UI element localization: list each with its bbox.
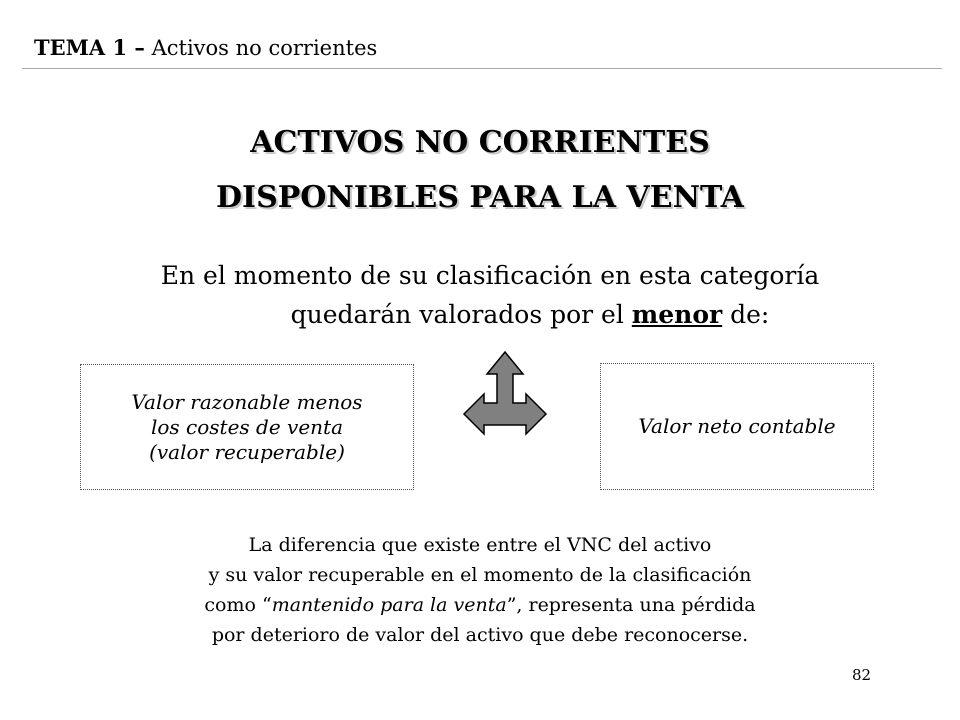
- intro-emphasis-menor: menor: [631, 300, 723, 329]
- conclusion-italic-term: mantenido para la venta: [271, 594, 507, 616]
- fair-value-box: [80, 364, 414, 490]
- title-line-1: ACTIVOS NO CORRIENTES: [250, 125, 710, 160]
- conclusion-line-3-end: ”, representa una pérdida: [506, 594, 756, 616]
- conclusion-line-3: [60, 590, 900, 620]
- conclusion-paragraph: [60, 530, 900, 650]
- header-topic: TEMA 1 –: [34, 35, 145, 60]
- intro-line-2-end: de:: [722, 300, 770, 329]
- title-line-2: DISPONIBLES PARA LA VENTA: [216, 180, 744, 215]
- intro-line-2: [80, 295, 900, 334]
- net-book-value-box: [600, 363, 874, 490]
- net-book-value-label: Valor neto contable: [638, 414, 836, 438]
- fair-value-line-1: Valor razonable menos: [131, 389, 363, 414]
- conclusion-line-4: por deterioro de valor del activo que debe reconocerse.: [211, 624, 749, 646]
- conclusion-line-1: La diferencia que existe entre el VNC del activo: [248, 534, 712, 556]
- slide-title: [0, 115, 960, 225]
- page-number: 82: [852, 666, 872, 684]
- intro-line-1: En el momento de su clasificación en esta categoría: [160, 261, 820, 290]
- three-way-arrow-icon: [462, 350, 548, 438]
- header-divider: [22, 68, 942, 69]
- fair-value-line-2: los costes de venta: [150, 414, 344, 439]
- conclusion-line-3-start: como “: [204, 594, 272, 616]
- slide-header: [34, 34, 377, 62]
- fair-value-line-3: (valor recuperable): [149, 439, 345, 464]
- intro-paragraph: [80, 256, 900, 334]
- conclusion-line-2: y su valor recuperable en el momento de la clasificación: [208, 564, 752, 586]
- arrow-shape: [464, 352, 546, 434]
- header-subtitle: Activos no corrientes: [151, 36, 378, 60]
- intro-line-2-text: quedarán valorados por el: [290, 300, 624, 329]
